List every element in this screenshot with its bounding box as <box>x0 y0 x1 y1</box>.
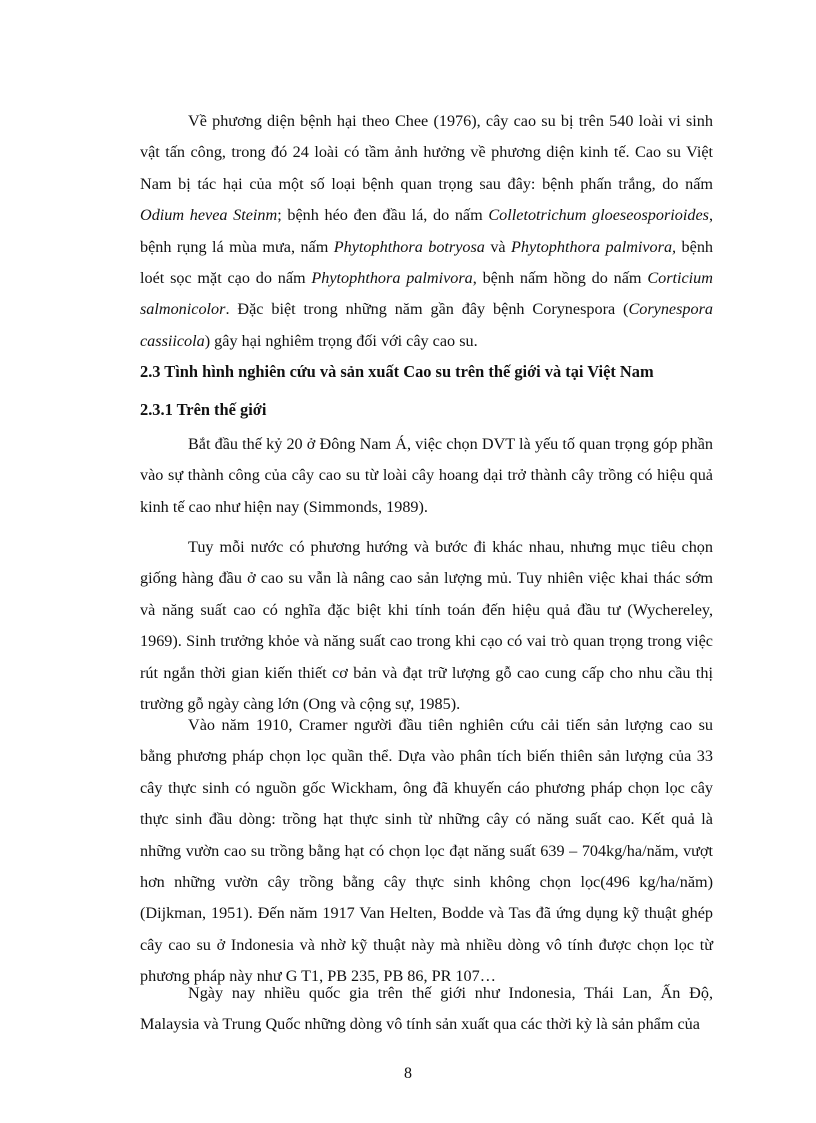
species-name: Corynespora cassiicola <box>140 300 713 350</box>
text-run: , bệnh rụng lá mùa mưa, nấm <box>140 206 714 256</box>
species-name: Odium hevea Steinm <box>140 206 278 225</box>
species-name: Corticium salmonicolor <box>140 269 713 319</box>
paragraph-text: Ngày nay nhiều quốc gia trên thế giới như Indonesia, Thái Lan, Ấn Độ, Malaysia và Trung Quốc những dòng vô tính sản xuất qua các thời kỳ là sản phẩm của <box>140 984 713 1034</box>
paragraph-text: Tuy mỗi nước có phương hướng và bước đi khác nhau, nhưng mục tiêu chọn giống hàng đầu ở cao su vẫn là nâng cao sản lượng mủ. Tuy nhiên việc khai thác sớm và năng suất cao có nghĩa đặc biệt khi tính toán đến hiệu quả đầu tư (Wychereley, 1969). Sinh trưởng khỏe và năng suất cao trong khi cạo có vai trò quan trọng trong việc rút ngắn thời gian kiến thiết cơ bản và đạt trữ lượng gỗ cao cung cấp cho nhu cầu thị trường gỗ ngày càng lớn (Ong và cộng sự, 1985). <box>140 538 713 714</box>
text-run: ) gây hại nghiêm trọng đối với cây cao su. <box>204 331 478 350</box>
text-run: . Đặc biệt trong những năm gần đây bệnh Corynespora ( <box>225 300 629 319</box>
paragraph-breeding-goals <box>140 532 713 720</box>
species-name: Phytophthora palmivora, <box>511 237 677 256</box>
subsection-heading: 2.3.1 Trên thế giới <box>140 400 267 419</box>
species-name: Phytophthora palmivora <box>311 269 473 288</box>
text-run: ; bệnh héo đen đầu lá, do nấm <box>277 206 489 225</box>
species-name: Colletotrichum gloeseosporioides <box>488 206 709 225</box>
text-run: Về phương diện bệnh hại theo Chee (1976), cây cao su bị trên 540 loài vi sinh vật tấn công, trong đó 24 loài có tầm ảnh hưởng về phương diện kinh tế. Cao su Việt Nam bị tác hại của một số loại bệnh quan trọng sau đây: bệnh phấn trắng, do nấm <box>140 112 713 193</box>
paragraph-countries <box>140 978 713 1041</box>
text-run: , bệnh nấm hồng do nấm <box>472 269 648 288</box>
paragraph-history <box>140 429 713 523</box>
paragraph-text: Vào năm 1910, Cramer người đầu tiên nghiên cứu cải tiến sản lượng cao su bằng phương pháp chọn lọc quần thể. Dựa vào phân tích biến thiên sản lượng của 33 cây thực sinh có nguồn gốc Wickham, ông đã khuyến cáo phương pháp chọn lọc cây thực sinh đầu dòng: trồng hạt thực sinh từ những cây có năng suất cao. Kết quả là những vườn cao su trồng bằng hạt có chọn lọc đạt năng suất 639 – 704kg/ha/năm, vượt hơn những vườn cây trồng bằng cây thực sinh không chọn lọc(496 kg/ha/năm) (Dijkman, 1951). Đến năm 1917 Van Helten, Bodde và Tas đã ứng dụng kỹ thuật ghép cây cao su ở Indonesia và nhờ kỹ thuật này mà nhiều dòng vô tính được chọn lọc từ phương pháp này như G T1, PB 235, PB 86, PR 107… <box>140 716 713 986</box>
paragraph-text: Bắt đầu thế kỷ 20 ở Đông Nam Á, việc chọn DVT là yếu tố quan trọng góp phần vào sự thành công của cây cao su từ loài cây hoang dại trở thành cây trồng có hiệu quả kinh tế cao như hiện nay (Simmonds, 1989). <box>140 435 713 516</box>
page-number: 8 <box>404 1065 412 1082</box>
paragraph-cramer <box>140 710 713 993</box>
text-run: bệnh loét sọc mặt cạo do nấm <box>140 237 714 288</box>
species-name: Phytophthora botryosa <box>333 237 485 256</box>
text-run: và <box>484 237 512 256</box>
section-heading: 2.3 Tình hình nghiên cứu và sản xuất Cao su trên thế giới và tại Việt Nam <box>140 362 654 381</box>
paragraph-diseases <box>140 106 713 357</box>
